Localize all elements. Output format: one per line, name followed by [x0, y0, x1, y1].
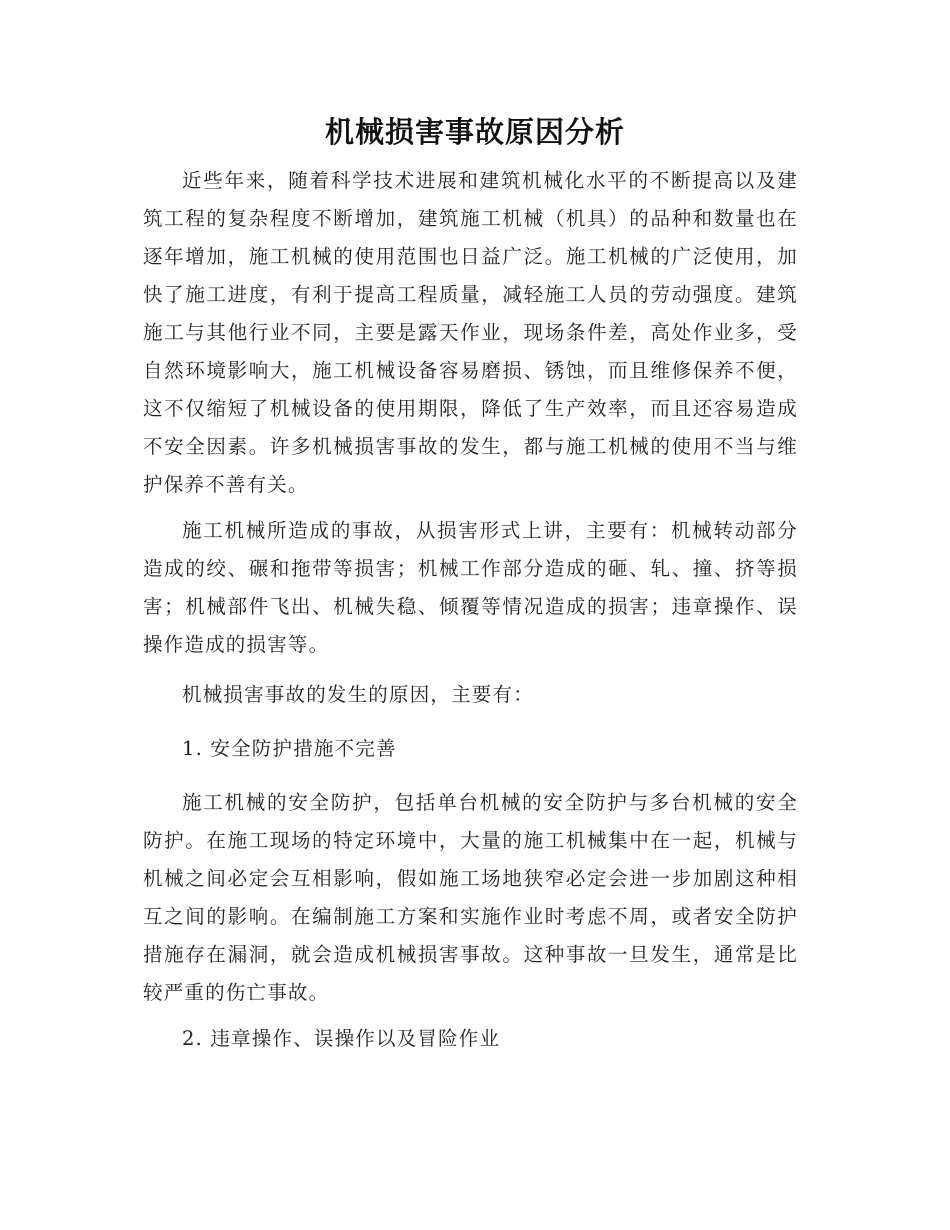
- paragraph-intro: 近些年来，随着科学技术进展和建筑机械化水平的不断提高以及建筑工程的复杂程度不断增加，建筑施工机械（机具）的品种和数量也在逐年增加，施工机械的使用范围也日益广泛。施工机械的广泛使用，加快了施工进度，有利于提高工程质量，减轻施工人员的劳动强度。建筑施工与其他行业不同，主要是露天作业，现场条件差，高处作业多，受自然环境影响大，施工机械设备容易磨损、锈蚀，而且维修保养不便，这不仅缩短了机械设备的使用期限，降低了生产效率，而且还容易造成不安全因素。许多机械损害事故的发生，都与施工机械的使用不当与维护保养不善有关。: [143, 169, 798, 496]
- document-title: 机械损害事故原因分析: [324, 115, 625, 149]
- section-heading-1: 1. 安全防护措施不完善: [182, 737, 397, 760]
- paragraph-injury-forms: 施工机械所造成的事故，从损害形式上讲，主要有：机械转动部分造成的绞、碾和拖带等损害；机械工作部分造成的砸、轧、撞、挤等损害；机械部件飞出、机械失稳、倾覆等情况造成的损害；违章操作、误操作造成的损害等。: [143, 519, 798, 656]
- paragraph-causes-lead: 机械损害事故的发生的原因，主要有：: [182, 683, 534, 706]
- paragraph-safety-protection: 施工机械的安全防护，包括单台机械的安全防护与多台机械的安全防护。在施工现场的特定环境中，大量的施工机械集中在一起，机械与机械之间必定会互相影响，假如施工场地狭窄必定会进一步加剧这种相互之间的影响。在编制施工方案和实施作业时考虑不周，或者安全防护措施存在漏洞，就会造成机械损害事故。这种事故一旦发生，通常是比较严重的伤亡事故。: [143, 791, 798, 1004]
- section-heading-2: 2. 违章操作、误操作以及冒险作业: [182, 1027, 501, 1050]
